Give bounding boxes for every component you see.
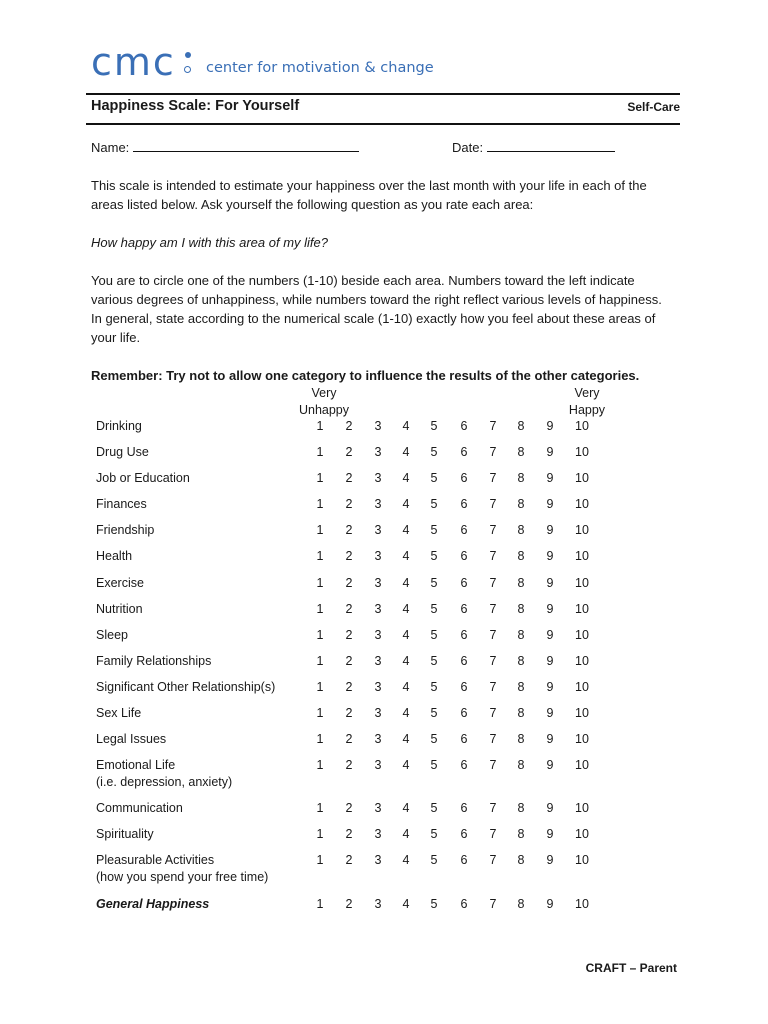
rating-option[interactable]: 2 xyxy=(345,471,353,485)
rating-option[interactable]: 5 xyxy=(430,801,438,815)
rating-option[interactable]: 4 xyxy=(402,576,410,590)
scale-right-anchor xyxy=(557,385,617,419)
rating-option[interactable]: 7 xyxy=(489,801,497,815)
rating-option[interactable]: 3 xyxy=(374,853,382,867)
rating-option[interactable]: 6 xyxy=(460,706,468,720)
rating-option[interactable]: 1 xyxy=(316,897,324,911)
rating-option[interactable]: 9 xyxy=(546,853,554,867)
rating-option[interactable]: 5 xyxy=(430,523,438,537)
rating-option[interactable]: 6 xyxy=(460,628,468,642)
rating-option[interactable]: 3 xyxy=(374,654,382,668)
rating-option[interactable]: 6 xyxy=(460,445,468,459)
rating-option[interactable]: 3 xyxy=(374,497,382,511)
rating-row xyxy=(0,549,768,569)
rating-option[interactable]: 6 xyxy=(460,523,468,537)
rating-option[interactable]: 10 xyxy=(575,706,589,720)
rating-option[interactable]: 2 xyxy=(345,706,353,720)
rating-option[interactable]: 9 xyxy=(546,419,554,433)
rating-option[interactable]: 9 xyxy=(546,628,554,642)
date-field[interactable] xyxy=(452,139,615,155)
rating-option[interactable]: 5 xyxy=(430,706,438,720)
rating-option[interactable]: 3 xyxy=(374,602,382,616)
rating-option[interactable]: 2 xyxy=(345,419,353,433)
rating-row xyxy=(0,654,768,674)
rating-option[interactable]: 7 xyxy=(489,853,497,867)
area-label: Legal Issues xyxy=(96,732,167,746)
rating-option[interactable]: 5 xyxy=(430,445,438,459)
rating-row xyxy=(0,732,768,752)
name-label: Name: xyxy=(91,140,130,155)
rating-option[interactable]: 2 xyxy=(345,445,353,459)
rating-option[interactable]: 8 xyxy=(517,576,525,590)
rating-row xyxy=(0,576,768,596)
area-label: Finances xyxy=(96,497,147,511)
rating-option[interactable]: 4 xyxy=(402,827,410,841)
rating-option[interactable]: 8 xyxy=(517,602,525,616)
rating-option[interactable]: 8 xyxy=(517,706,525,720)
scale-left-bottom: Unhappy xyxy=(298,403,350,417)
date-blank-line[interactable] xyxy=(487,139,615,152)
rating-option[interactable]: 2 xyxy=(345,897,353,911)
area-label: General Happiness xyxy=(96,897,210,911)
rating-option[interactable]: 1 xyxy=(316,827,324,841)
rating-option[interactable]: 8 xyxy=(517,801,525,815)
rating-row xyxy=(0,706,768,726)
rating-option[interactable]: 1 xyxy=(316,419,324,433)
rating-option[interactable]: 3 xyxy=(374,801,382,815)
rating-option[interactable]: 10 xyxy=(575,827,589,841)
rating-row xyxy=(0,680,768,700)
rating-option[interactable]: 7 xyxy=(489,497,497,511)
rating-option[interactable]: 10 xyxy=(575,497,589,511)
rating-option[interactable]: 6 xyxy=(460,654,468,668)
rating-option[interactable]: 4 xyxy=(402,853,410,867)
rating-option[interactable]: 3 xyxy=(374,576,382,590)
logo-text: center for motivation & change xyxy=(206,60,434,76)
rating-option[interactable]: 5 xyxy=(430,419,438,433)
rating-option[interactable]: 4 xyxy=(402,732,410,746)
rating-option[interactable]: 6 xyxy=(460,853,468,867)
rating-option[interactable]: 2 xyxy=(345,732,353,746)
header-bottom-rule xyxy=(86,123,680,125)
rating-option[interactable]: 10 xyxy=(575,801,589,815)
area-label: Friendship xyxy=(96,523,155,537)
rating-option[interactable]: 7 xyxy=(489,602,497,616)
rating-option[interactable]: 4 xyxy=(402,654,410,668)
rating-option[interactable]: 4 xyxy=(402,801,410,815)
rating-option[interactable]: 1 xyxy=(316,576,324,590)
rating-option[interactable]: 2 xyxy=(345,680,353,694)
rating-option[interactable]: 6 xyxy=(460,897,468,911)
area-label: Family Relationships xyxy=(96,654,212,668)
rating-option[interactable]: 1 xyxy=(316,602,324,616)
rating-row xyxy=(0,827,768,847)
rating-option[interactable]: 6 xyxy=(460,576,468,590)
rating-row xyxy=(0,497,768,517)
rating-option[interactable]: 10 xyxy=(575,853,589,867)
rating-option[interactable]: 7 xyxy=(489,758,497,772)
rating-option[interactable]: 3 xyxy=(374,549,382,563)
rating-option[interactable]: 8 xyxy=(517,628,525,642)
rating-option[interactable]: 2 xyxy=(345,853,353,867)
area-label: Health xyxy=(96,549,133,563)
rating-option[interactable]: 4 xyxy=(402,549,410,563)
rating-option[interactable]: 1 xyxy=(316,471,324,485)
rating-option[interactable]: 6 xyxy=(460,827,468,841)
rating-option[interactable]: 10 xyxy=(575,471,589,485)
rating-option[interactable]: 10 xyxy=(575,549,589,563)
rating-option[interactable]: 9 xyxy=(546,602,554,616)
remember-note: Remember: Try not to allow one category to influence the results of the other categories. xyxy=(91,368,640,383)
rating-option[interactable]: 6 xyxy=(460,680,468,694)
rating-option[interactable]: 2 xyxy=(345,523,353,537)
name-field[interactable] xyxy=(91,139,359,155)
rating-option[interactable]: 6 xyxy=(460,801,468,815)
guiding-question: How happy am I with this area of my life? xyxy=(91,235,328,250)
rating-option[interactable]: 4 xyxy=(402,897,410,911)
rating-option[interactable]: 1 xyxy=(316,853,324,867)
scale-left-anchor xyxy=(294,385,354,419)
area-label: Exercise xyxy=(96,576,144,590)
instructions-paragraph: You are to circle one of the numbers (1-10) beside each area. Numbers toward the left indicate various degrees of unhappiness, while numbers toward the right reflect various levels of happiness. In general, state according to the numerical scale (1-10) exactly how you feel about these areas of your life. xyxy=(91,273,662,345)
rating-option[interactable]: 3 xyxy=(374,897,382,911)
rating-option[interactable]: 7 xyxy=(489,549,497,563)
rating-option[interactable]: 8 xyxy=(517,732,525,746)
rating-option[interactable]: 1 xyxy=(316,445,324,459)
rating-option[interactable]: 4 xyxy=(402,758,410,772)
category-tag: Self-Care xyxy=(627,100,680,114)
rating-option[interactable]: 2 xyxy=(345,549,353,563)
rating-option[interactable]: 9 xyxy=(546,471,554,485)
rating-row xyxy=(0,419,768,439)
rating-option[interactable]: 2 xyxy=(345,602,353,616)
rating-option[interactable]: 9 xyxy=(546,523,554,537)
rating-option[interactable]: 8 xyxy=(517,680,525,694)
rating-option[interactable]: 9 xyxy=(546,549,554,563)
rating-option[interactable]: 10 xyxy=(575,897,589,911)
area-label: Nutrition xyxy=(96,602,143,616)
rating-option[interactable]: 10 xyxy=(575,654,589,668)
scale-right-top: Very xyxy=(574,386,600,400)
rating-option[interactable]: 2 xyxy=(345,576,353,590)
rating-option[interactable]: 6 xyxy=(460,497,468,511)
rating-option[interactable]: 7 xyxy=(489,576,497,590)
rating-option[interactable]: 6 xyxy=(460,419,468,433)
rating-option[interactable]: 5 xyxy=(430,827,438,841)
rating-option[interactable]: 2 xyxy=(345,801,353,815)
rating-option[interactable]: 8 xyxy=(517,497,525,511)
rating-option[interactable]: 8 xyxy=(517,419,525,433)
rating-option[interactable]: 3 xyxy=(374,445,382,459)
rating-option[interactable]: 10 xyxy=(575,419,589,433)
area-label: Communication xyxy=(96,801,183,815)
rating-option[interactable]: 9 xyxy=(546,680,554,694)
rating-option[interactable]: 8 xyxy=(517,758,525,772)
header-top-rule xyxy=(86,93,680,95)
rating-option[interactable]: 9 xyxy=(546,497,554,511)
rating-option[interactable]: 7 xyxy=(489,827,497,841)
rating-option[interactable]: 5 xyxy=(430,853,438,867)
rating-option[interactable]: 1 xyxy=(316,523,324,537)
rating-option[interactable]: 1 xyxy=(316,549,324,563)
rating-option[interactable]: 8 xyxy=(517,827,525,841)
rating-option[interactable]: 2 xyxy=(345,827,353,841)
rating-option[interactable]: 10 xyxy=(575,602,589,616)
rating-option[interactable]: 5 xyxy=(430,628,438,642)
rating-option[interactable]: 3 xyxy=(374,706,382,720)
rating-option[interactable]: 3 xyxy=(374,827,382,841)
rating-option[interactable]: 10 xyxy=(575,680,589,694)
rating-option[interactable]: 7 xyxy=(489,628,497,642)
rating-option[interactable]: 3 xyxy=(374,732,382,746)
area-label: Spirituality xyxy=(96,827,154,841)
rating-option[interactable]: 4 xyxy=(402,497,410,511)
rating-option[interactable]: 5 xyxy=(430,576,438,590)
rating-option[interactable]: 7 xyxy=(489,419,497,433)
rating-option[interactable]: 9 xyxy=(546,801,554,815)
rating-option[interactable]: 7 xyxy=(489,732,497,746)
rating-option[interactable]: 7 xyxy=(489,680,497,694)
rating-row xyxy=(0,445,768,465)
rating-option[interactable]: 9 xyxy=(546,732,554,746)
area-label: Sleep xyxy=(96,628,128,642)
rating-option[interactable]: 5 xyxy=(430,471,438,485)
rating-option[interactable]: 8 xyxy=(517,853,525,867)
rating-option[interactable]: 1 xyxy=(316,758,324,772)
rating-option[interactable]: 5 xyxy=(430,897,438,911)
rating-option[interactable]: 4 xyxy=(402,445,410,459)
rating-option[interactable]: 7 xyxy=(489,471,497,485)
rating-option[interactable]: 6 xyxy=(460,732,468,746)
intro-paragraph: This scale is intended to estimate your happiness over the last month with your life in each of the areas listed below. Ask yourself the following question as you rate each area: xyxy=(91,178,647,212)
rating-option[interactable]: 8 xyxy=(517,549,525,563)
rating-option[interactable]: 4 xyxy=(402,471,410,485)
rating-option[interactable]: 8 xyxy=(517,471,525,485)
rating-option[interactable]: 3 xyxy=(374,471,382,485)
rating-option[interactable]: 9 xyxy=(546,897,554,911)
rating-option[interactable]: 7 xyxy=(489,654,497,668)
rating-row xyxy=(0,758,768,789)
rating-row xyxy=(0,628,768,648)
rating-option[interactable]: 3 xyxy=(374,680,382,694)
rating-option[interactable]: 6 xyxy=(460,471,468,485)
area-sublabel: (how you spend your free time) xyxy=(96,870,269,884)
rating-option[interactable]: 9 xyxy=(546,654,554,668)
rating-option[interactable]: 1 xyxy=(316,680,324,694)
rating-option[interactable]: 6 xyxy=(460,602,468,616)
rating-option[interactable]: 9 xyxy=(546,576,554,590)
rating-option[interactable]: 10 xyxy=(575,445,589,459)
rating-option[interactable]: 6 xyxy=(460,758,468,772)
rating-row xyxy=(0,523,768,543)
area-label: Emotional Life xyxy=(96,758,176,772)
rating-option[interactable]: 2 xyxy=(345,628,353,642)
rating-option[interactable]: 9 xyxy=(546,445,554,459)
rating-option[interactable]: 4 xyxy=(402,680,410,694)
rating-option[interactable]: 2 xyxy=(345,497,353,511)
rating-option[interactable]: 5 xyxy=(430,497,438,511)
rating-option[interactable]: 10 xyxy=(575,576,589,590)
rating-option[interactable]: 4 xyxy=(402,706,410,720)
area-label: Drinking xyxy=(96,419,142,433)
rating-option[interactable]: 5 xyxy=(430,654,438,668)
rating-option[interactable]: 4 xyxy=(402,628,410,642)
logo-dots-icon xyxy=(183,50,193,78)
rating-row xyxy=(0,801,768,821)
scale-left-top: Very xyxy=(311,386,337,400)
rating-option[interactable]: 10 xyxy=(575,628,589,642)
rating-option[interactable]: 4 xyxy=(402,602,410,616)
area-label: Job or Education xyxy=(96,471,190,485)
area-label: Sex Life xyxy=(96,706,142,720)
rating-option[interactable]: 5 xyxy=(430,602,438,616)
logo-mark: cmc xyxy=(91,40,176,84)
rating-option[interactable]: 1 xyxy=(316,628,324,642)
rating-option[interactable]: 1 xyxy=(316,801,324,815)
rating-option[interactable]: 5 xyxy=(430,732,438,746)
rating-row xyxy=(0,897,768,917)
scale-right-bottom: Happy xyxy=(568,403,606,417)
rating-row xyxy=(0,602,768,622)
rating-option[interactable]: 5 xyxy=(430,758,438,772)
rating-option[interactable]: 1 xyxy=(316,497,324,511)
rating-option[interactable]: 9 xyxy=(546,827,554,841)
rating-option[interactable]: 3 xyxy=(374,628,382,642)
rating-option[interactable]: 8 xyxy=(517,445,525,459)
rating-option[interactable]: 1 xyxy=(316,654,324,668)
rating-option[interactable]: 10 xyxy=(575,523,589,537)
area-label: Pleasurable Activities xyxy=(96,853,215,867)
rating-option[interactable]: 8 xyxy=(517,523,525,537)
footer-label: CRAFT – Parent xyxy=(585,961,677,975)
rating-option[interactable]: 3 xyxy=(374,419,382,433)
rating-option[interactable]: 7 xyxy=(489,897,497,911)
area-sublabel: (i.e. depression, anxiety) xyxy=(96,775,233,789)
rating-option[interactable]: 10 xyxy=(575,758,589,772)
page-title: Happiness Scale: For Yourself xyxy=(91,98,300,114)
rating-option[interactable]: 10 xyxy=(575,732,589,746)
rating-row xyxy=(0,471,768,491)
rating-option[interactable]: 5 xyxy=(430,549,438,563)
rating-option[interactable]: 9 xyxy=(546,758,554,772)
rating-option[interactable]: 5 xyxy=(430,680,438,694)
rating-option[interactable]: 8 xyxy=(517,897,525,911)
rating-row xyxy=(0,853,768,884)
area-label: Significant Other Relationship(s) xyxy=(96,680,276,694)
name-blank-line[interactable] xyxy=(133,139,359,152)
rating-option[interactable]: 9 xyxy=(546,706,554,720)
rating-option[interactable]: 7 xyxy=(489,706,497,720)
rating-option[interactable]: 7 xyxy=(489,445,497,459)
rating-option[interactable]: 3 xyxy=(374,523,382,537)
date-label: Date: xyxy=(452,140,484,155)
area-label: Drug Use xyxy=(96,445,149,459)
rating-option[interactable]: 4 xyxy=(402,419,410,433)
rating-option[interactable]: 1 xyxy=(316,706,324,720)
rating-option[interactable]: 2 xyxy=(345,654,353,668)
rating-option[interactable]: 7 xyxy=(489,523,497,537)
rating-option[interactable]: 8 xyxy=(517,654,525,668)
rating-option[interactable]: 2 xyxy=(345,758,353,772)
rating-option[interactable]: 6 xyxy=(460,549,468,563)
rating-option[interactable]: 3 xyxy=(374,758,382,772)
rating-option[interactable]: 1 xyxy=(316,732,324,746)
rating-option[interactable]: 4 xyxy=(402,523,410,537)
